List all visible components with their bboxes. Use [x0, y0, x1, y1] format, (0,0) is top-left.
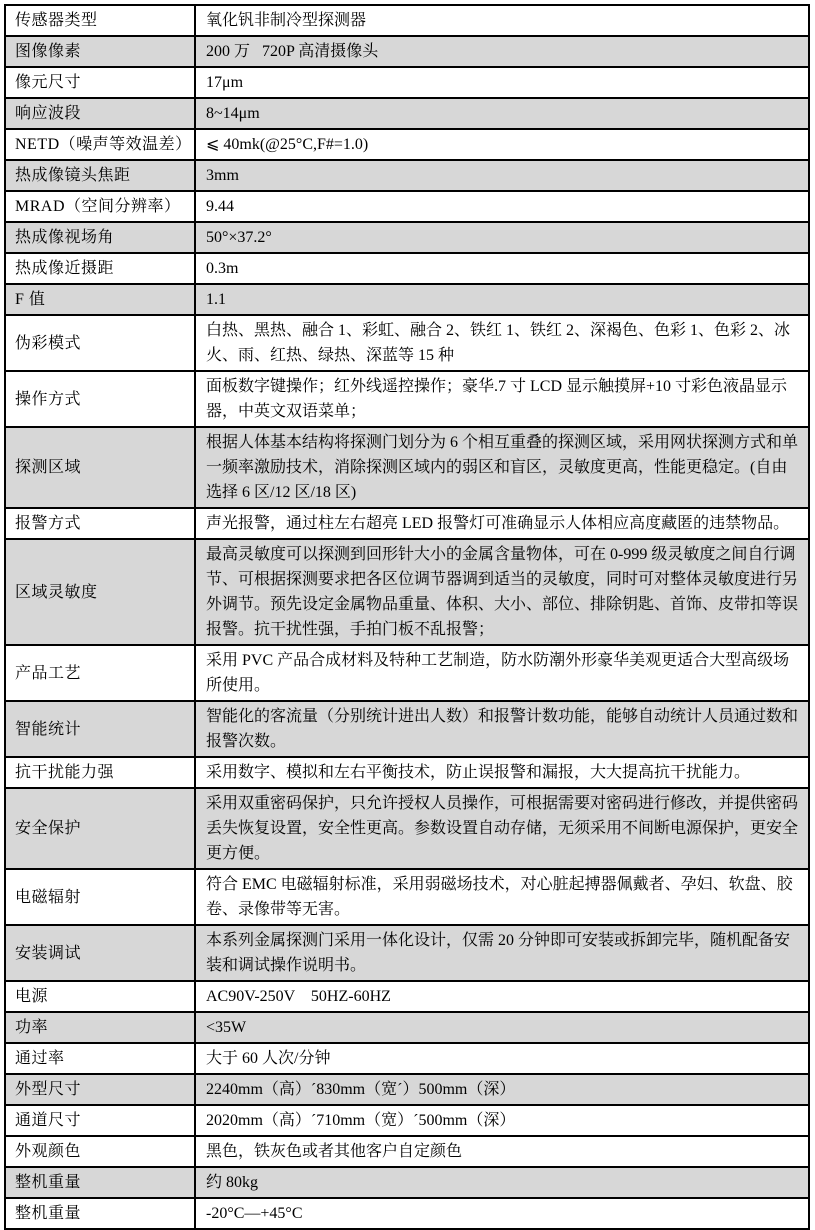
- spec-row: [5, 284, 809, 315]
- spec-label: 操作方式: [5, 371, 195, 427]
- spec-label: 热成像近摄距: [5, 253, 195, 284]
- spec-value: 智能化的客流量（分别统计进出人数）和报警计数功能，能够自动统计人员通过数和报警次数。: [195, 701, 809, 757]
- spec-row: [5, 36, 809, 67]
- spec-row: [5, 869, 809, 925]
- spec-value: 最高灵敏度可以探测到回形针大小的金属含量物体，可在 0-999 级灵敏度之间自行调节、可根据探测要求把各区位调节器调到适当的灵敏度，同时可对整体灵敏度进行另外调节。预先设定金属物品重量、体积、大小、部位、排除钥匙、首饰、皮带扣等误报警。抗干扰性强，手拍门板不乱报警；: [195, 539, 809, 645]
- spec-value: 9.44: [195, 191, 809, 222]
- spec-row: [5, 1105, 809, 1136]
- spec-row: [5, 701, 809, 757]
- spec-row: [5, 539, 809, 645]
- spec-label: 外型尺寸: [5, 1074, 195, 1105]
- spec-row: [5, 222, 809, 253]
- spec-row: [5, 129, 809, 160]
- spec-label: 像元尺寸: [5, 67, 195, 98]
- spec-label: MRAD（空间分辨率）: [5, 191, 195, 222]
- spec-label: NETD（噪声等效温差）: [5, 129, 195, 160]
- spec-row: [5, 645, 809, 701]
- spec-label: 抗干扰能力强: [5, 757, 195, 788]
- spec-row: [5, 371, 809, 427]
- spec-value: 17μm: [195, 67, 809, 98]
- spec-value: -20°C—+45°C: [195, 1198, 809, 1229]
- spec-label: F 值: [5, 284, 195, 315]
- spec-row: [5, 1198, 809, 1229]
- spec-value: 1.1: [195, 284, 809, 315]
- spec-label: 热成像镜头焦距: [5, 160, 195, 191]
- spec-value: 氧化钒非制冷型探测器: [195, 5, 809, 36]
- spec-label: 伪彩模式: [5, 315, 195, 371]
- spec-value: ⩽ 40mk(@25°C,F#=1.0): [195, 129, 809, 160]
- spec-value: 0.3m: [195, 253, 809, 284]
- spec-value: 3mm: [195, 160, 809, 191]
- spec-row: [5, 788, 809, 869]
- spec-label: 安装调试: [5, 925, 195, 981]
- spec-value: <35W: [195, 1012, 809, 1043]
- spec-row: [5, 1043, 809, 1074]
- spec-row: [5, 1074, 809, 1105]
- spec-row: [5, 67, 809, 98]
- spec-label: 整机重量: [5, 1167, 195, 1198]
- spec-label: 电磁辐射: [5, 869, 195, 925]
- spec-row: [5, 315, 809, 371]
- spec-row: [5, 427, 809, 508]
- spec-value: 白热、黑热、融合 1、彩虹、融合 2、铁红 1、铁红 2、深褐色、色彩 1、色彩 2、冰火、雨、红热、绿热、深蓝等 15 种: [195, 315, 809, 371]
- spec-value: 黑色，铁灰色或者其他客户自定颜色: [195, 1136, 809, 1167]
- spec-row: [5, 1136, 809, 1167]
- spec-value: 根据人体基本结构将探测门划分为 6 个相互重叠的探测区域，采用网状探测方式和单一频率激励技术，消除探测区域内的弱区和盲区，灵敏度更高，性能更稳定。(自由选择 6 区/12 区/18 区): [195, 427, 809, 508]
- spec-value: 8~14μm: [195, 98, 809, 129]
- spec-table: [4, 4, 810, 1230]
- spec-value: 采用数字、模拟和左右平衡技术，防止误报警和漏报，大大提高抗干扰能力。: [195, 757, 809, 788]
- spec-label: 整机重量: [5, 1198, 195, 1229]
- spec-value: 采用双重密码保护，只允许授权人员操作，可根据需要对密码进行修改，并提供密码丢失恢复设置，安全性更高。参数设置自动存储，无须采用不间断电源保护，更安全更方便。: [195, 788, 809, 869]
- spec-label: 响应波段: [5, 98, 195, 129]
- spec-row: [5, 191, 809, 222]
- spec-table-body: [5, 5, 809, 1229]
- spec-label: 区域灵敏度: [5, 539, 195, 645]
- spec-value: 2240mm（高）´830mm（宽´）500mm（深）: [195, 1074, 809, 1105]
- spec-value: 大于 60 人次/分钟: [195, 1043, 809, 1074]
- spec-label: 安全保护: [5, 788, 195, 869]
- spec-label: 探测区域: [5, 427, 195, 508]
- spec-label: 热成像视场角: [5, 222, 195, 253]
- spec-label: 传感器类型: [5, 5, 195, 36]
- spec-label: 图像像素: [5, 36, 195, 67]
- spec-label: 智能统计: [5, 701, 195, 757]
- spec-row: [5, 981, 809, 1012]
- spec-value: 本系列金属探测门采用一体化设计，仅需 20 分钟即可安装或拆卸完毕，随机配备安装和调试操作说明书。: [195, 925, 809, 981]
- spec-row: [5, 5, 809, 36]
- spec-label: 电源: [5, 981, 195, 1012]
- spec-row: [5, 1167, 809, 1198]
- spec-value: 200 万 720P 高清摄像头: [195, 36, 809, 67]
- spec-row: [5, 757, 809, 788]
- spec-value: 50°×37.2°: [195, 222, 809, 253]
- spec-value: 符合 EMC 电磁辐射标准，采用弱磁场技术，对心脏起搏器佩戴者、孕妇、软盘、胶卷、录像带等无害。: [195, 869, 809, 925]
- spec-value: 声光报警，通过柱左右超亮 LED 报警灯可准确显示人体相应高度藏匿的违禁物品。: [195, 508, 809, 539]
- spec-value: 面板数字键操作；红外线遥控操作；豪华.7 寸 LCD 显示触摸屏+10 寸彩色液晶显示器，中英文双语菜单；: [195, 371, 809, 427]
- spec-value: 采用 PVC 产品合成材料及特种工艺制造，防水防潮外形豪华美观更适合大型高级场所使用。: [195, 645, 809, 701]
- spec-value: AC90V-250V 50HZ-60HZ: [195, 981, 809, 1012]
- spec-row: [5, 160, 809, 191]
- spec-row: [5, 1012, 809, 1043]
- spec-row: [5, 98, 809, 129]
- spec-label: 外观颜色: [5, 1136, 195, 1167]
- spec-row: [5, 508, 809, 539]
- spec-value: 2020mm（高）´710mm（宽）´500mm（深）: [195, 1105, 809, 1136]
- spec-label: 通道尺寸: [5, 1105, 195, 1136]
- spec-label: 报警方式: [5, 508, 195, 539]
- spec-label: 产品工艺: [5, 645, 195, 701]
- spec-row: [5, 925, 809, 981]
- spec-label: 功率: [5, 1012, 195, 1043]
- spec-label: 通过率: [5, 1043, 195, 1074]
- spec-row: [5, 253, 809, 284]
- spec-value: 约 80kg: [195, 1167, 809, 1198]
